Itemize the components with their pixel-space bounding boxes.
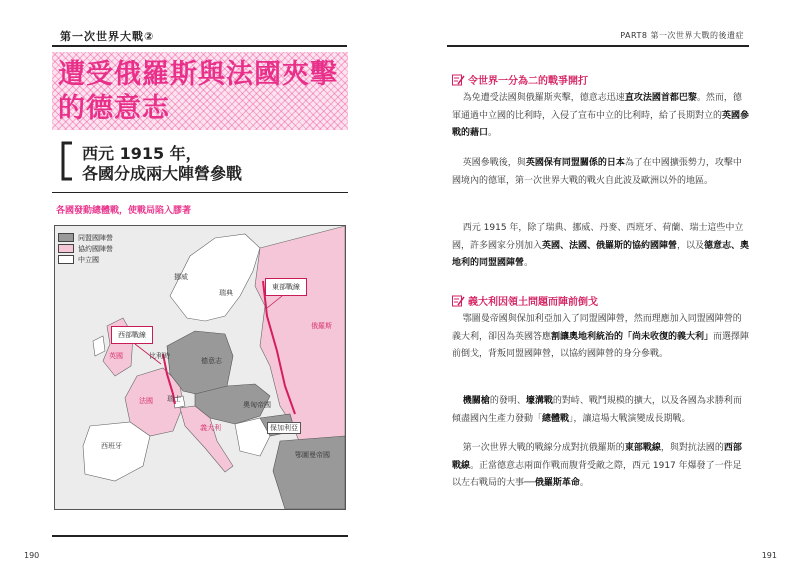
- paragraph-3: [452, 220, 750, 273]
- label-britain: 英國: [109, 352, 123, 360]
- paragraph-1: [452, 90, 750, 143]
- body-text: 第一次世界大戰的戰線分成對抗俄羅斯的: [462, 443, 625, 453]
- bracket-icon: [60, 141, 74, 181]
- paragraph-5: [452, 393, 750, 428]
- label-france: 法國: [139, 397, 153, 405]
- emphasis-text: 割讓奧地利統治的「尚未收復的義大利」: [551, 331, 714, 342]
- body-text: 為了在中國擴張勢力，攻擊中國境內的德軍，第一次世界大戰的戰火自此波及歐洲以外的地區。: [452, 158, 742, 186]
- map-caption: 各國發動總體戰，使戰局陷入膠著: [56, 206, 192, 216]
- body-text: 為免遭受法國與俄羅斯夾擊，德意志迅速: [462, 93, 625, 103]
- label-norway: 挪威: [174, 273, 188, 281]
- legend-item-central: [58, 232, 113, 243]
- legend-item-neutral: [58, 254, 113, 265]
- paragraph-6: [452, 440, 750, 493]
- emphasis-text: 德意志、奧地利的同盟國陣營: [452, 240, 750, 268]
- map-legend: [58, 232, 113, 265]
- callout-west-front: 西部戰線: [111, 326, 153, 344]
- pencil-note-icon: [452, 295, 465, 307]
- emphasis-text: 機關槍: [462, 396, 490, 406]
- body-text: 」，讓這場大戰演變成長期戰。: [569, 413, 691, 424]
- label-ottoman: 鄂圖曼帝國: [295, 451, 330, 459]
- body-text: ，以及: [677, 240, 705, 251]
- label-bulgaria: 保加利亞: [267, 422, 301, 434]
- body-text: 英國參戰後，與: [462, 158, 526, 168]
- emphasis-text: 英國保有同盟關係的日本: [525, 158, 625, 168]
- ottoman-shape: [273, 436, 345, 509]
- emphasis-text: 俄羅斯革命: [534, 478, 580, 488]
- emphasis-text: 英國、法國、俄羅斯的協約國陣營: [542, 240, 678, 251]
- emphasis-text: 直攻法國首都巴黎: [624, 93, 697, 103]
- page-number-left: 190: [24, 551, 40, 560]
- section-heading-line-2: 各國分成兩大陣營參戰: [82, 164, 243, 183]
- legend-swatch-entente: [58, 244, 74, 253]
- body-text: ，與對抗法國的: [660, 443, 724, 453]
- subheading-2-text: 義大利因領土問題而陣前倒戈: [468, 297, 598, 308]
- emphasis-text: 西部戰線: [452, 443, 742, 471]
- header-rule-left: [52, 45, 347, 47]
- subheading-1: [452, 72, 588, 87]
- section-rule: [52, 192, 348, 193]
- paragraph-4: [452, 311, 750, 364]
- body-text: 。然而，德軍通過中立國的比利時，入侵了宣布中立的比利時，給了長期對立的: [452, 93, 742, 121]
- emphasis-text: 英國參戰的藉口: [452, 110, 750, 138]
- section-heading: [82, 144, 242, 184]
- legend-label-central: 同盟國陣營: [78, 233, 113, 242]
- page-number-right: 191: [761, 551, 777, 560]
- legend-label-entente: 協約國陣營: [78, 244, 113, 253]
- body-text: 。: [579, 478, 589, 488]
- legend-swatch-central: [58, 233, 74, 242]
- label-switzerland: 瑞士: [167, 395, 181, 403]
- footer-rule-left: [52, 535, 348, 537]
- callout-east-front: 東部戰線: [265, 278, 307, 296]
- body-text: 。正當德意志兩面作戰而腹背受敵之際，西元 1917 年爆發了一件足以左右戰局的大事──: [452, 460, 742, 488]
- body-text: 鄂圖曼帝國與保加利亞加入了同盟國陣營，然而理應加入同盟國陣營的義大利，卻因為英國答應: [452, 314, 742, 342]
- legend-item-entente: [58, 243, 113, 254]
- chapter-title: 第一次世界大戰②: [60, 30, 155, 43]
- paragraph-2: [452, 155, 750, 190]
- section-heading-line-1: 西元 1915 年，: [82, 144, 202, 163]
- label-austria: 奧匈帝國: [243, 401, 271, 409]
- map-drawing: [55, 226, 345, 509]
- body-text: 西元 1915 年，除了瑞典、挪威、丹麥、西班牙、荷蘭、瑞士這些中立國，許多國家分別加入: [452, 223, 744, 251]
- legend-label-neutral: 中立國: [78, 255, 99, 264]
- part-title: PART8 第一次世界大戰的後遺症: [620, 31, 744, 40]
- emphasis-text: 總體戰: [542, 413, 570, 424]
- subheading-1-text: 令世界一分為二的戰爭開打: [468, 76, 588, 87]
- label-russia: 俄羅斯: [311, 322, 332, 330]
- emphasis-text: 東部戰線: [624, 443, 661, 453]
- label-sweden: 瑞典: [219, 289, 233, 297]
- label-germany: 德意志: [201, 357, 222, 365]
- emphasis-text: 壕溝戰: [525, 396, 553, 406]
- title-line-2: 的德意志: [58, 93, 170, 124]
- legend-swatch-neutral: [58, 255, 74, 264]
- body-text: 的發明、: [489, 396, 526, 406]
- label-italy: 義大利: [200, 424, 221, 432]
- europe-map: [54, 225, 346, 510]
- body-text: 而選擇陣前倒戈，背叛同盟國陣營，以協約國陣營的身分參戰。: [452, 331, 750, 359]
- label-belgium: 比利時: [149, 352, 170, 360]
- subheading-2: [452, 293, 598, 308]
- body-text: 。: [524, 258, 534, 268]
- pencil-note-icon: [452, 74, 465, 86]
- body-text: 的對峙、戰鬥規模的擴大，以及各國為求勝利而傾盡國內生產力發動「: [452, 396, 742, 424]
- body-text: 。: [488, 128, 498, 138]
- header-rule-right: [447, 45, 749, 47]
- page-title: [58, 58, 343, 126]
- title-line-1: 遭受俄羅斯與法國夾擊: [58, 59, 338, 90]
- label-spain: 西班牙: [101, 442, 122, 450]
